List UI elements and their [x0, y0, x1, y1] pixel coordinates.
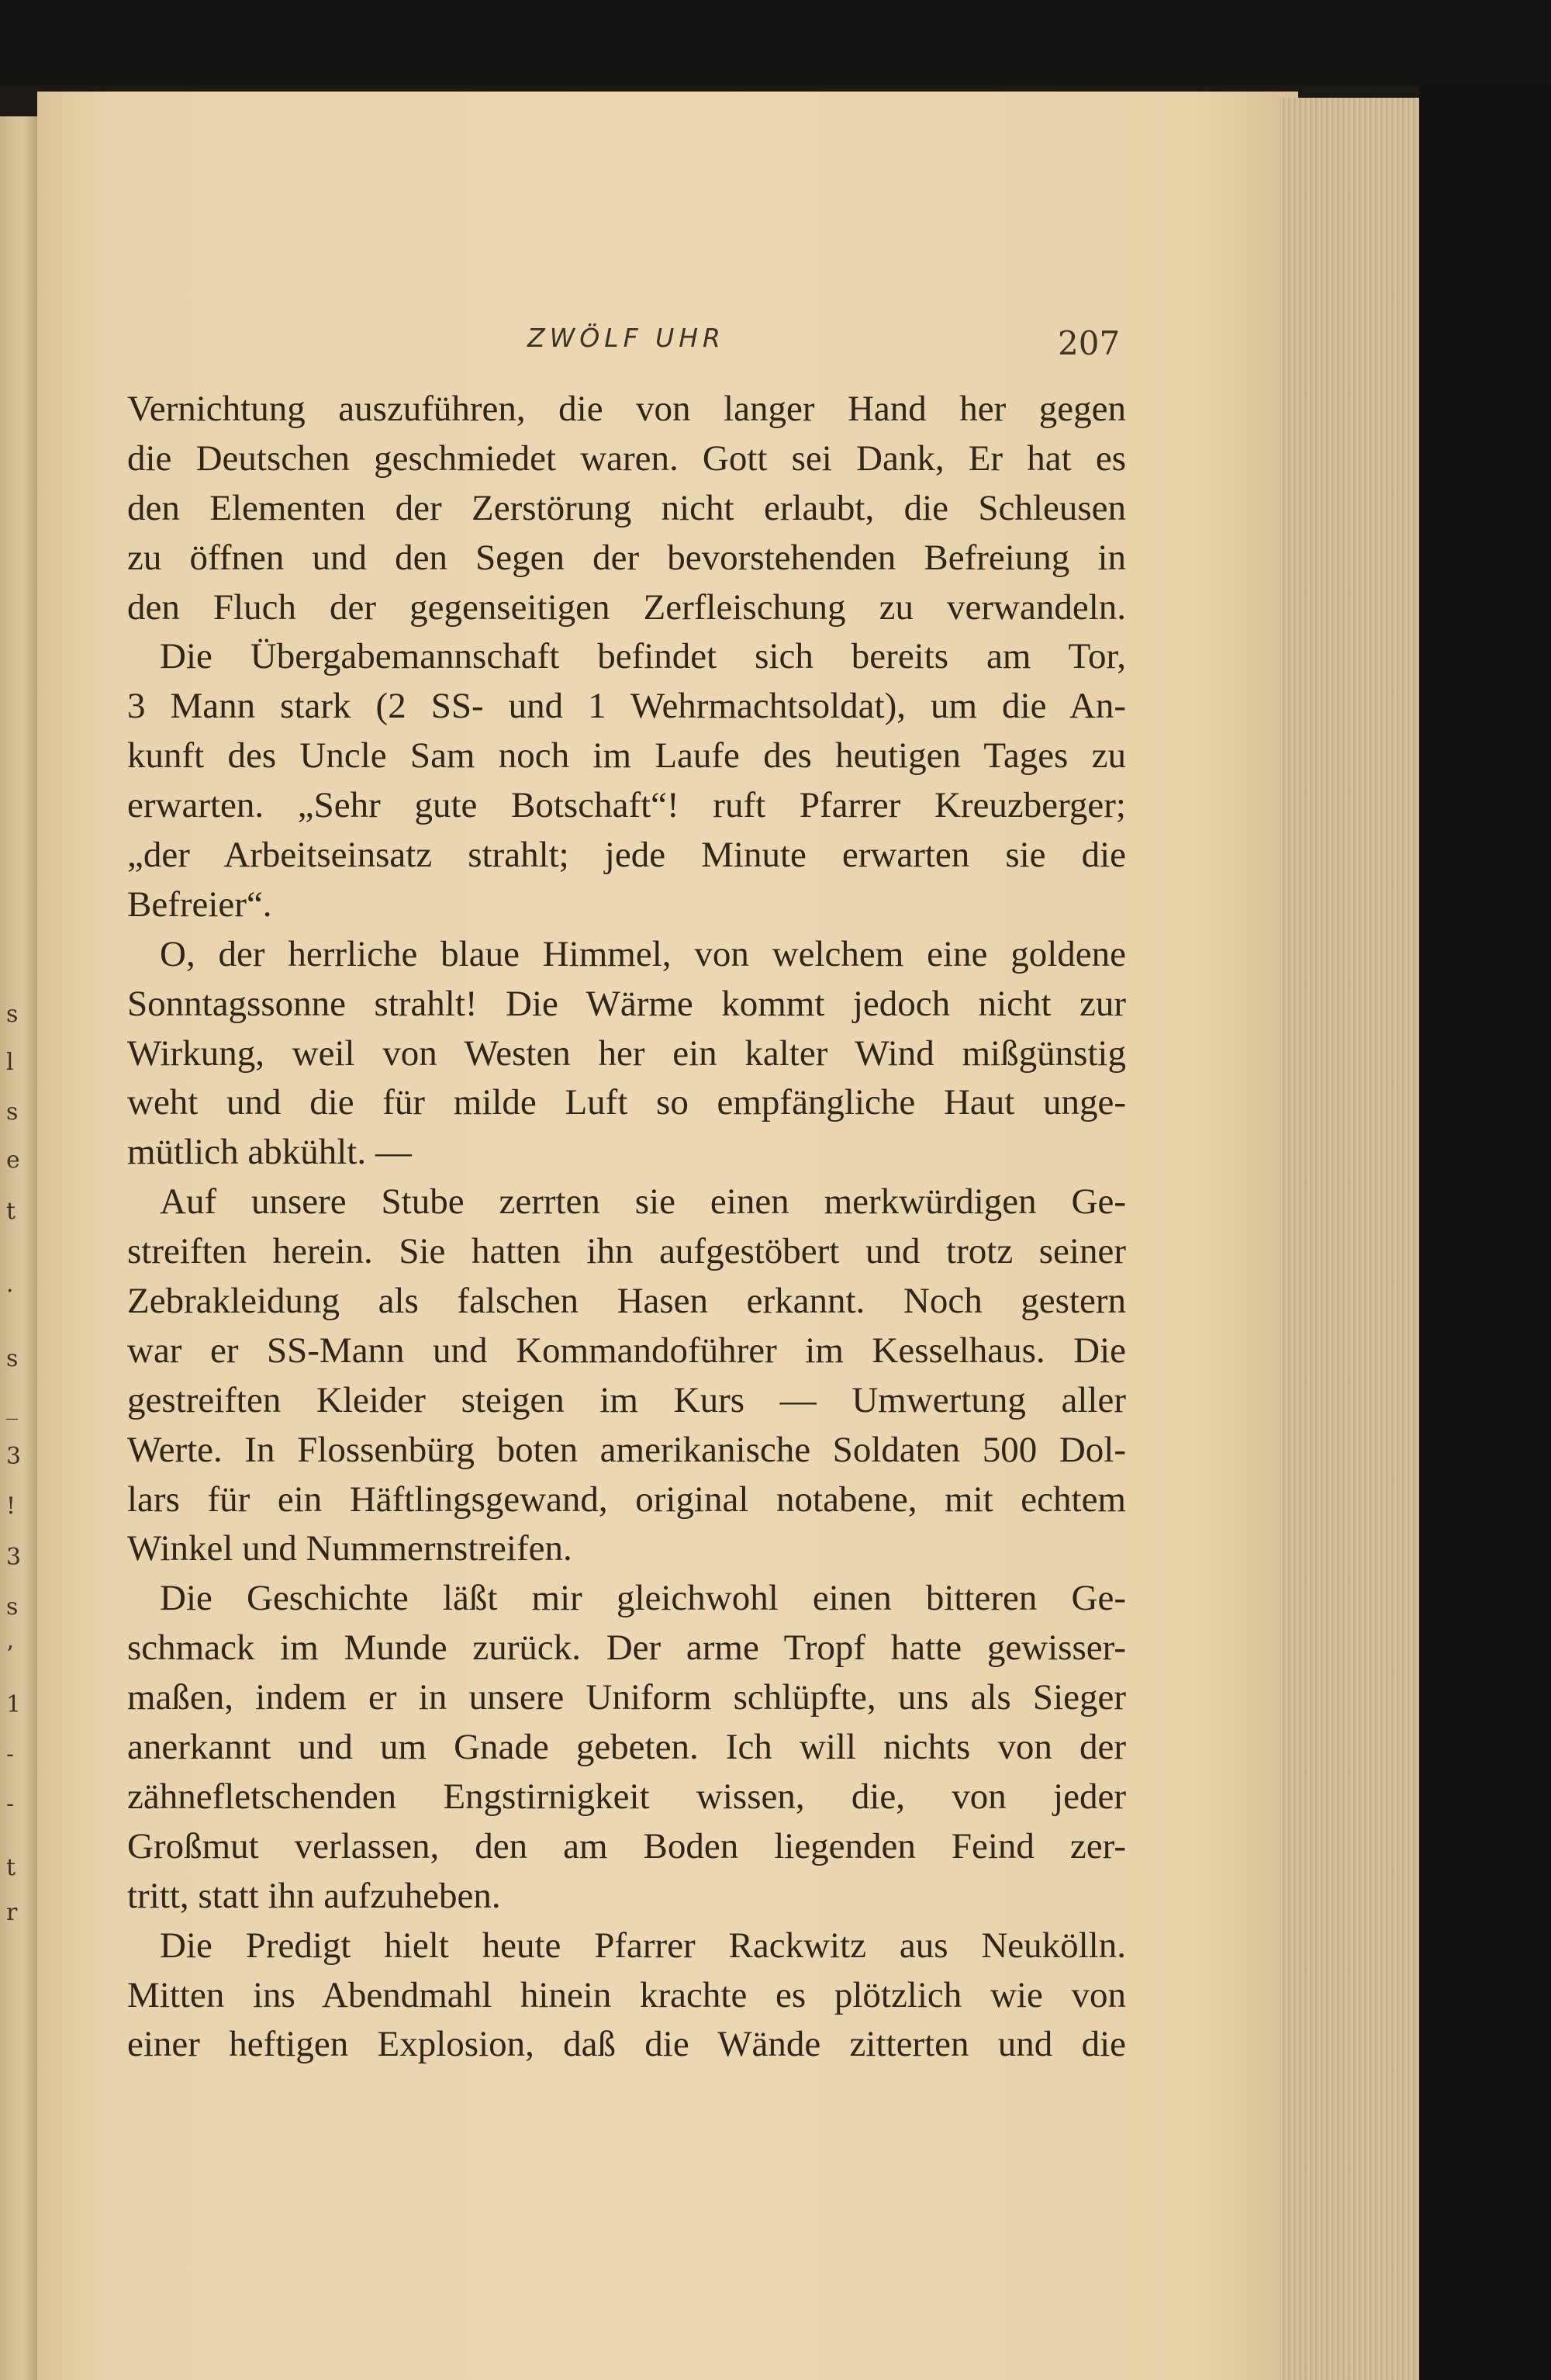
text-line: Winkel und Nummernstreifen. — [127, 1528, 572, 1569]
margin-fragment: 3 — [6, 1443, 22, 1470]
margin-fragment: s — [6, 1098, 19, 1126]
text-line: erwarten. „Sehr gute Botschaft“! ruft Pfarrer Kreuzberger; — [127, 785, 1126, 826]
text-line: streiften herein. Sie hatten ihn aufgestöbert und trotz seiner — [127, 1231, 1126, 1272]
margin-fragment: - — [6, 1790, 15, 1818]
text-line: Befreier“. — [127, 884, 272, 925]
text-line: Die Geschichte läßt mir gleichwohl einen bitteren Ge- — [160, 1578, 1126, 1619]
page-number: 207 — [1058, 324, 1121, 362]
margin-fragment: . — [6, 1271, 14, 1298]
margin-fragment: s — [6, 1593, 19, 1621]
page-block-edges — [1280, 98, 1419, 2380]
text-line: O, der herrliche blaue Himmel, von welchem eine goldene — [160, 933, 1126, 974]
margin-fragment: t — [6, 1198, 16, 1225]
text-line: schmack im Munde zurück. Der arme Tropf hatte gewisser- — [127, 1628, 1126, 1669]
margin-fragment: - — [6, 1741, 15, 1768]
margin-fragment: 3 — [6, 1544, 22, 1571]
text-line: zu öffnen und den Segen der bevorstehenden Befreiung in — [127, 537, 1126, 578]
margin-fragment: r — [6, 1899, 18, 1926]
left-page-edge — [0, 116, 37, 2380]
margin-fragment: s — [6, 1345, 19, 1372]
margin-fragment: t — [6, 1854, 16, 1881]
text-line: mütlich abkühlt. — — [127, 1132, 412, 1173]
text-line: weht und die für milde Luft so empfängliche Haut unge- — [127, 1082, 1126, 1123]
text-line: gestreiften Kleider steigen im Kurs — Umwertung aller — [127, 1379, 1126, 1420]
text-line: Werte. In Flossenbürg boten amerikanische Soldaten 500 Dol- — [127, 1429, 1126, 1470]
body-text — [127, 385, 1126, 2070]
background-shadow — [1419, 85, 1551, 2380]
margin-fragment: 1 — [6, 1691, 22, 1718]
text-line: lars für ein Häftlingsgewand, original notabene, mit echtem — [127, 1479, 1126, 1520]
text-line: Wirkung, weil von Westen her ein kalter Wind mißgünstig — [127, 1033, 1126, 1074]
text-line: Zebrakleidung als falschen Hasen erkannt. Noch gestern — [127, 1281, 1126, 1322]
text-line: maßen, indem er in unsere Uniform schlüpfte, uns als Sieger — [127, 1677, 1126, 1718]
text-line: Vernichtung auszuführen, die von langer Hand her gegen — [127, 389, 1126, 429]
text-line: kunft des Uncle Sam noch im Laufe des heutigen Tages zu — [127, 735, 1126, 777]
margin-fragment: e — [6, 1147, 20, 1174]
text-line: Die Übergabemannschaft befindet sich bereits am Tor, — [160, 636, 1126, 677]
margin-fragment: s — [6, 1001, 19, 1028]
text-line: war er SS-Mann und Kommandoführer im Kesselhaus. Die — [127, 1330, 1126, 1371]
margin-fragment: _ — [6, 1393, 18, 1420]
margin-fragment: ’ — [6, 1641, 14, 1669]
text-line: den Elementen der Zerstörung nicht erlaubt, die Schleusen — [127, 487, 1126, 528]
text-line: 3 Mann stark (2 SS- und 1 Wehrmachtsoldat), um die An- — [127, 686, 1126, 727]
text-line: Mitten ins Abendmahl hinein krachte es plötzlich wie von — [127, 1974, 1126, 2015]
book-page — [37, 92, 1298, 2380]
text-line: Auf unsere Stube zerrten sie einen merkwürdigen Ge- — [160, 1181, 1126, 1223]
text-line: den Fluch der gegenseitigen Zerfleischung zu verwandeln. — [127, 586, 1126, 628]
margin-fragment: ! — [6, 1493, 16, 1520]
text-line: Großmut verlassen, den am Boden liegenden Feind zer- — [127, 1825, 1126, 1866]
margin-fragment: l — [6, 1049, 14, 1076]
text-line: Die Predigt hielt heute Pfarrer Rackwitz aus Neukölln. — [160, 1925, 1126, 1966]
text-line: Sonntagssonne strahlt! Die Wärme kommt jedoch nicht zur — [127, 983, 1126, 1024]
text-line: die Deutschen geschmiedet waren. Gott sei Dank, Er hat es — [127, 438, 1126, 479]
text-line: tritt, statt ihn aufzuheben. — [127, 1875, 501, 1916]
text-line: einer heftigen Explosion, daß die Wände zitterten und die — [127, 2024, 1126, 2065]
text-line: zähnefletschenden Engstirnigkeit wissen, die, von jeder — [127, 1776, 1126, 1817]
running-head: ZWÖLF UHR — [527, 323, 725, 353]
text-line: „der Arbeitseinsatz strahlt; jede Minute erwarten sie die — [127, 835, 1126, 876]
text-line: anerkannt und um Gnade gebeten. Ich will nichts von der — [127, 1727, 1126, 1768]
